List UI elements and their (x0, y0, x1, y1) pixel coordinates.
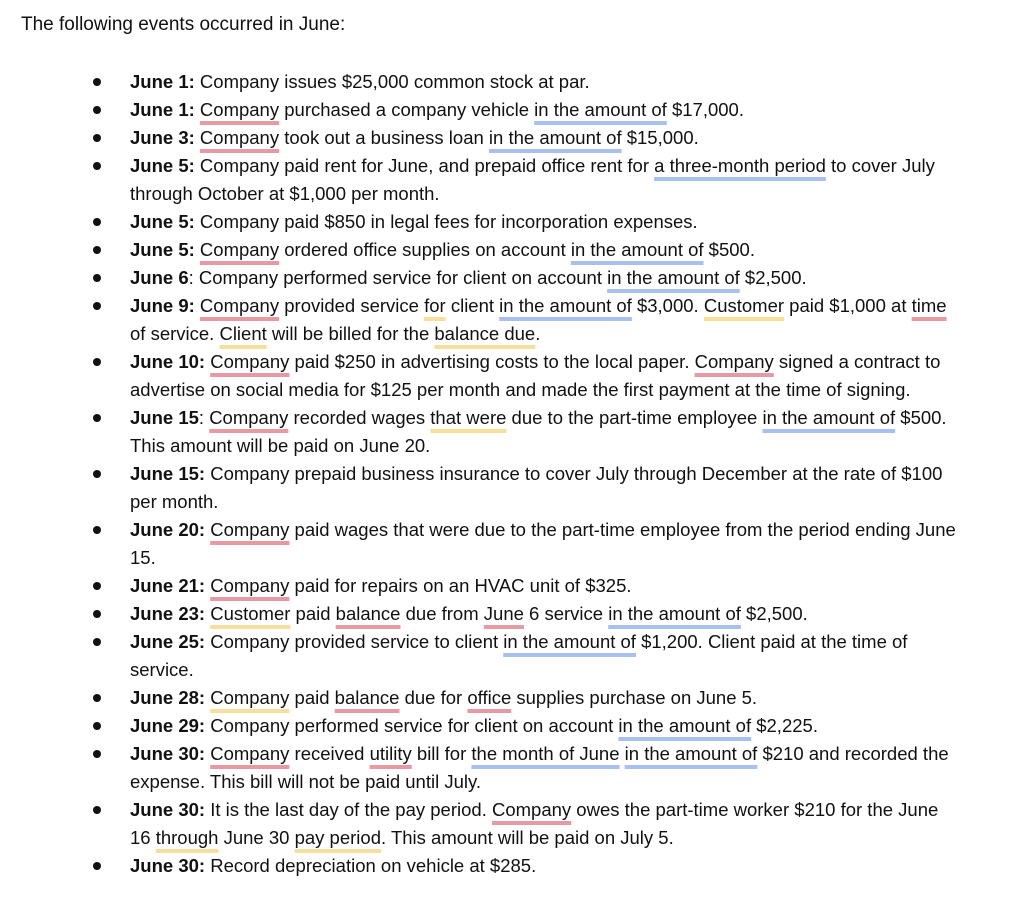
event-text: received (289, 743, 370, 764)
highlighted-phrase: in the amount of (503, 631, 636, 652)
event-item (0, 684, 960, 712)
event-date: June 5: (130, 239, 195, 260)
highlighted-phrase: Company (199, 127, 280, 148)
bullet-icon (93, 134, 101, 142)
bullet-icon (93, 246, 101, 254)
event-text: $3,000. (631, 295, 704, 316)
event-date: June 25: (130, 631, 206, 652)
highlighted-phrase: in the amount of (534, 99, 667, 120)
highlighted-phrase: a three-month period (654, 155, 826, 176)
event-text: took out a business loan (279, 127, 489, 148)
event-text: recorded wages (288, 407, 431, 428)
event-text: . (535, 323, 541, 344)
event-text: 6 service (523, 603, 609, 624)
event-item (0, 460, 960, 516)
event-text: $2,500. (740, 603, 808, 624)
event-text: Company prepaid business insurance to cover July through December at the rate of $100 per month. (130, 463, 943, 512)
bullet-icon (93, 750, 101, 758)
event-text: paid (289, 687, 335, 708)
event-text: Company provided service to client (205, 631, 504, 652)
event-text: : Company performed service for client on account (188, 267, 608, 288)
event-item (0, 516, 960, 572)
event-text: owes the part-time worker $210 for the June 16 (130, 799, 939, 848)
highlighted-phrase: balance (334, 687, 400, 708)
event-date: June 3: (130, 127, 195, 148)
event-item (0, 740, 960, 796)
bullet-icon (93, 470, 101, 478)
event-text: paid $250 in advertising costs to the local paper. (289, 351, 695, 372)
event-date: June 30: (130, 799, 206, 820)
event-item (0, 404, 960, 460)
highlighted-phrase: balance (335, 603, 401, 624)
highlighted-phrase: utility (369, 743, 412, 764)
event-text: paid $1,000 at (784, 295, 912, 316)
event-text: $15,000. (621, 127, 699, 148)
event-text: ordered office supplies on account (279, 239, 571, 260)
event-item (0, 96, 960, 124)
highlighted-phrase: in the amount of (762, 407, 896, 428)
event-text: due to the part-time employee (506, 407, 763, 428)
highlighted-phrase: Company (209, 407, 289, 428)
event-text: to cover July through October at $1,000 per month. (130, 155, 935, 204)
event-item (0, 264, 960, 292)
highlighted-phrase: office (467, 687, 512, 708)
event-text: client (445, 295, 500, 316)
event-item (0, 208, 960, 236)
event-text: It is the last day of the pay period. (205, 799, 492, 820)
event-date: June 9: (130, 295, 195, 316)
highlighted-phrase: Customer (703, 295, 785, 316)
event-text: Record depreciation on vehicle at $285. (205, 855, 537, 876)
event-item (0, 628, 960, 684)
event-text: due from (400, 603, 484, 624)
highlighted-phrase: the month of June (471, 743, 620, 764)
event-text: $2,225. (751, 715, 818, 736)
highlighted-phrase: Company (210, 351, 290, 372)
event-date: June 28: (130, 687, 206, 708)
event-text: Company paid rent for June, and prepaid office rent for (194, 155, 655, 176)
event-item (0, 236, 960, 264)
event-text: bill for (411, 743, 472, 764)
highlighted-phrase: through (155, 827, 219, 848)
event-date: June 1: (130, 99, 195, 120)
highlighted-phrase: June (483, 603, 524, 624)
bullet-icon (93, 862, 101, 870)
event-text: Company paid $850 in legal fees for incorporation expenses. (194, 211, 698, 232)
event-text: $500. This amount will be paid on June 20. (130, 407, 947, 456)
event-item (0, 348, 960, 404)
highlighted-phrase: Company (210, 743, 290, 764)
event-item (0, 796, 960, 852)
bullet-icon (93, 302, 101, 310)
event-text: $2,500. (739, 267, 807, 288)
event-text: supplies purchase on June 5. (511, 687, 758, 708)
event-text: signed a contract to advertise on social media for $125 per month and made the first payment at the time of signing. (130, 351, 941, 400)
highlighted-phrase: Client (219, 323, 267, 344)
highlighted-phrase: balance due (434, 323, 536, 344)
event-text: $1,200. Client paid at the time of service. (130, 631, 908, 680)
event-date: June 10: (130, 351, 206, 372)
bullet-icon (93, 78, 101, 86)
event-text: due for (399, 687, 468, 708)
bullet-icon (93, 414, 101, 422)
event-date: June 30: (130, 743, 206, 764)
highlighted-phrase: in the amount of (618, 715, 752, 736)
event-text: . This amount will be paid on July 5. (381, 827, 674, 848)
bullet-icon (93, 610, 101, 618)
event-text: : (198, 407, 210, 428)
highlighted-phrase: pay period (294, 827, 381, 848)
bullet-icon (93, 218, 101, 226)
bullet-icon (93, 106, 101, 114)
highlighted-phrase: Company (199, 99, 280, 120)
highlighted-phrase: time (911, 295, 947, 316)
intro-text: The following events occurred in June: (21, 14, 346, 35)
highlighted-phrase: Company (199, 239, 280, 260)
event-item (0, 68, 960, 96)
highlighted-phrase: in the amount of (607, 267, 740, 288)
event-text: paid (290, 603, 336, 624)
highlighted-phrase: Company (210, 687, 290, 708)
event-date: June 30: (130, 855, 206, 876)
highlighted-phrase: in the amount of (608, 603, 741, 624)
highlighted-phrase: in the amount of (570, 239, 704, 260)
event-item (0, 600, 960, 628)
bullet-icon (93, 806, 101, 814)
event-text: $500. (703, 239, 755, 260)
highlighted-phrase: Company (491, 799, 572, 820)
event-text: purchased a company vehicle (279, 99, 535, 120)
event-date: June 15 (130, 407, 199, 428)
event-text: $17,000. (666, 99, 744, 120)
event-text: paid for repairs on an HVAC unit of $325. (289, 575, 632, 596)
event-text: $210 and recorded the expense. This bill will not be paid until July. (130, 743, 949, 792)
highlighted-phrase: Company (694, 351, 774, 372)
bullet-icon (93, 274, 101, 282)
event-item (0, 152, 960, 208)
event-date: June 20: (130, 519, 206, 540)
event-date: June 15: (130, 463, 206, 484)
event-item (0, 712, 960, 740)
highlighted-phrase: in the amount of (488, 127, 622, 148)
bullet-icon (93, 358, 101, 366)
bullet-icon (93, 526, 101, 534)
event-text: will be billed for the (266, 323, 435, 344)
event-list (0, 68, 1000, 880)
event-date: June 21: (130, 575, 206, 596)
bullet-icon (93, 162, 101, 170)
event-item (0, 852, 960, 880)
event-item (0, 572, 960, 600)
highlighted-phrase: that were (430, 407, 507, 428)
event-date: June 1: (130, 71, 195, 92)
highlighted-phrase: in the amount of (624, 743, 758, 764)
event-text: June 30 (218, 827, 295, 848)
highlighted-phrase: Company (199, 295, 280, 316)
event-date: June 6 (130, 267, 189, 288)
bullet-icon (93, 694, 101, 702)
event-text: Company issues $25,000 common stock at par. (194, 71, 590, 92)
highlighted-phrase: for (424, 295, 446, 316)
highlighted-phrase: Customer (210, 603, 291, 624)
event-date: June 29: (130, 715, 206, 736)
event-item (0, 292, 960, 348)
event-item (0, 124, 960, 152)
event-text: paid wages that were due to the part-time employee from the period ending June 15. (130, 519, 956, 568)
event-date: June 5: (130, 211, 195, 232)
event-text: of service. (130, 323, 220, 344)
highlighted-phrase: Company (210, 575, 290, 596)
highlighted-phrase: Company (210, 519, 290, 540)
highlighted-phrase: in the amount of (499, 295, 632, 316)
event-date: June 5: (130, 155, 195, 176)
bullet-icon (93, 722, 101, 730)
bullet-icon (93, 582, 101, 590)
event-date: June 23: (130, 603, 206, 624)
event-text: provided service (279, 295, 425, 316)
event-text: Company performed service for client on account (205, 715, 619, 736)
bullet-icon (93, 638, 101, 646)
